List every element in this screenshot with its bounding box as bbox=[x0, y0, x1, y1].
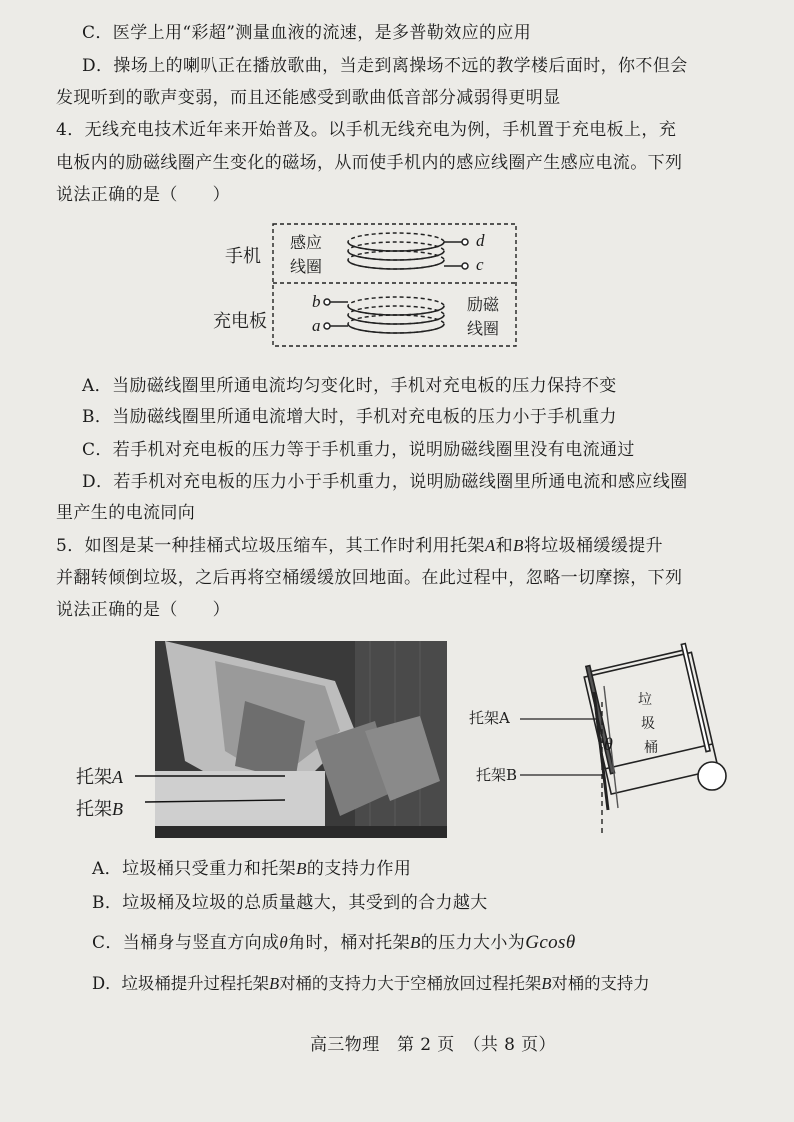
q5-stem-line3: 说法正确的是（ ） bbox=[56, 600, 230, 620]
q4-stem-line1: 4．无线充电技术近年来开始普及。以手机无线充电为例，手机置于充电板上，充 bbox=[56, 120, 677, 140]
q3-option-d-line2: 发现听到的歌声变弱，而且还能感受到歌曲低音部分减弱得更明显 bbox=[56, 88, 561, 108]
photo-leader-lines bbox=[135, 770, 295, 810]
induction-coil bbox=[348, 233, 468, 269]
q5-option-c: C．当桶身与竖直方向成θ角时，桶对托架B的压力大小为Gcosθ bbox=[92, 932, 576, 953]
q4-option-b: B．当励磁线圈里所通电流增大时，手机对充电板的压力小于手机重力 bbox=[82, 407, 617, 427]
q3-option-c: C．医学上用“彩超”测量血液的流速，是多普勒效应的应用 bbox=[82, 23, 532, 43]
exciting-coil-label-1: 励磁 bbox=[467, 295, 500, 314]
photo-bracket-a-label: 托架A bbox=[76, 767, 123, 788]
page-footer: 高三物理 第 2 页 （共 8 页） bbox=[310, 1035, 556, 1055]
charging-board-label: 充电板 bbox=[213, 311, 267, 332]
exciting-coil-label-2: 线圈 bbox=[467, 319, 500, 338]
bin-label-2: 圾 bbox=[641, 716, 655, 732]
exciting-coil bbox=[324, 297, 444, 333]
q4-option-d-line1: D．若手机对充电板的压力小于手机重力，说明励磁线圈里所通电流和感应线圈 bbox=[82, 472, 688, 492]
angle-theta-label: θ bbox=[604, 734, 613, 754]
photo-bracket-b-label: 托架B bbox=[76, 799, 123, 820]
q5-option-b: B．垃圾桶及垃圾的总质量越大，其受到的合力越大 bbox=[92, 893, 488, 913]
q5-stem-line1: 5．如图是某一种挂桶式垃圾压缩车，其工作时利用托架A和B将垃圾桶缓缓提升 bbox=[56, 536, 664, 556]
bin-label-3: 桶 bbox=[644, 740, 658, 756]
terminal-d: d bbox=[476, 231, 485, 250]
diagram-bracket-a-label: 托架A bbox=[469, 709, 510, 727]
q4-stem-line2: 电板内的励磁线圈产生变化的磁场，从而使手机内的感应线圈产生感应电流。下列 bbox=[56, 153, 683, 173]
induction-coil-label-1: 感应 bbox=[290, 233, 323, 252]
induction-coil-label-2: 线圈 bbox=[290, 257, 323, 276]
diagram-bracket-b-label: 托架B bbox=[476, 766, 518, 784]
q5-option-d: D．垃圾桶提升过程托架B对桶的支持力大于空桶放回过程托架B对桶的支持力 bbox=[92, 974, 650, 993]
terminal-c: c bbox=[476, 255, 484, 274]
bin-label-1: 垃 bbox=[638, 692, 652, 708]
q5-stem-line2: 并翻转倾倒垃圾，之后再将空桶缓缓放回地面。在此过程中，忽略一切摩擦，下列 bbox=[56, 568, 683, 588]
q4-option-d-line2: 里产生的电流同向 bbox=[56, 503, 196, 523]
q4-option-a: A．当励磁线圈里所通电流均匀变化时，手机对充电板的压力保持不变 bbox=[82, 376, 617, 396]
phone-label: 手机 bbox=[225, 246, 261, 267]
q4-option-c: C．若手机对充电板的压力等于手机重力，说明励磁线圈里没有电流通过 bbox=[82, 440, 635, 460]
q4-stem-line3: 说法正确的是（ ） bbox=[56, 185, 230, 205]
bin-lift-diagram bbox=[520, 642, 760, 842]
terminal-a: a bbox=[312, 316, 321, 335]
terminal-b: b bbox=[312, 292, 321, 311]
q5-option-a: A．垃圾桶只受重力和托架B的支持力作用 bbox=[92, 859, 412, 879]
q3-option-d-line1: D．操场上的喇叭正在播放歌曲，当走到离操场不远的教学楼后面时，你不但会 bbox=[82, 56, 688, 76]
